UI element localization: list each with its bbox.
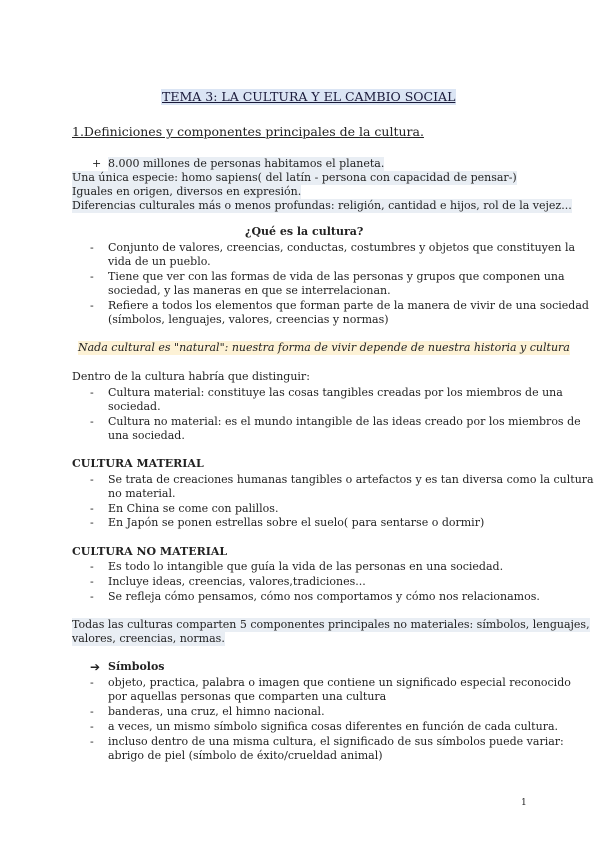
subheading: ¿Qué es la cultura?: [245, 225, 364, 238]
subheading: CULTURA NO MATERIAL: [72, 545, 228, 558]
list-item: Tiene que ver con las formas de vida de las personas y grupos que componen una: [108, 270, 565, 283]
list-item: sociedad.: [108, 400, 161, 413]
arrow-icon: ➔: [90, 660, 101, 674]
dash-bullet: -: [90, 735, 94, 748]
dash-bullet: -: [90, 575, 94, 588]
list-item: Es todo lo intangible que guía la vida de las personas en una sociedad.: [108, 560, 504, 573]
section-heading: 1.Definiciones y componentes principales de la cultura.: [72, 124, 424, 139]
dash-bullet: -: [90, 516, 94, 529]
list-item: Cultura material: constituye las cosas tangibles creadas por los miembros de una: [108, 386, 563, 399]
list-item: Incluye ideas, creencias, valores,tradiciones...: [108, 575, 366, 588]
list-item: incluso dentro de una misma cultura, el significado de sus símbolos puede variar:: [108, 735, 564, 748]
list-item: abrigo de piel (símbolo de éxito/crueldad animal): [108, 749, 383, 762]
dash-bullet: -: [90, 386, 94, 399]
bullet-plus: +: [92, 157, 102, 170]
dash-bullet: -: [90, 560, 94, 573]
list-item: En Japón se ponen estrellas sobre el suelo( para sentarse o dormir): [108, 516, 485, 529]
list-item: Conjunto de valores, creencias, conductas, costumbres y objetos que constituyen la: [108, 241, 576, 254]
list-item: banderas, una cruz, el himno nacional.: [108, 705, 325, 718]
list-item: una sociedad.: [108, 429, 185, 442]
list-item: vida de un pueblo.: [108, 255, 211, 268]
list-item: Refiere a todos los elementos que forman parte de la manera de vivir de una sociedad: [108, 299, 589, 312]
list-item: a veces, un mismo símbolo significa cosas diferentes en función de cada cultura.: [108, 720, 559, 733]
list-item: (símbolos, lenguajes, valores, creencias y normas): [108, 313, 389, 326]
highlighted-paragraph: valores, creencias, normas.: [72, 632, 225, 645]
intro-line: Diferencias culturales más o menos profundas: religión, cantidad e hijos, rol de la vejez...: [72, 199, 572, 212]
list-item: En China se come con palillos.: [108, 502, 279, 515]
list-item: Se trata de creaciones humanas tangibles o artefactos y es tan diversa como la cultura: [108, 473, 594, 486]
dash-bullet: -: [90, 705, 94, 718]
list-item: Cultura no material: es el mundo intangible de las ideas creado por los miembros de: [108, 415, 581, 428]
dash-bullet: -: [90, 590, 94, 603]
page-title: TEMA 3: LA CULTURA Y EL CAMBIO SOCIAL: [162, 89, 456, 104]
highlighted-quote: Nada cultural es "natural": nuestra forma de vivir depende de nuestra historia y cultura: [78, 341, 570, 354]
list-item: Se refleja cómo pensamos, cómo nos comportamos y cómo nos relacionamos.: [108, 590, 540, 603]
dash-bullet: -: [90, 241, 94, 254]
dash-bullet: -: [90, 270, 94, 283]
list-item: no material.: [108, 487, 176, 500]
intro-line: Iguales en origen, diversos en expresión.: [72, 185, 302, 198]
dash-bullet: -: [90, 473, 94, 486]
highlighted-paragraph: Todas las culturas comparten 5 componentes principales no materiales: símbolos, lenguajes,: [72, 618, 590, 631]
list-item: sociedad, y las maneras en que se interrelacionan.: [108, 284, 391, 297]
dash-bullet: -: [90, 502, 94, 515]
subheading: Símbolos: [108, 660, 165, 673]
dash-bullet: -: [90, 415, 94, 428]
page-number: 1: [521, 798, 527, 808]
dash-bullet: -: [90, 720, 94, 733]
dash-bullet: -: [90, 676, 94, 689]
list-item: objeto, practica, palabra o imagen que contiene un significado especial reconocido: [108, 676, 571, 689]
subheading: CULTURA MATERIAL: [72, 457, 204, 470]
intro-line: 8.000 millones de personas habitamos el planeta.: [108, 157, 385, 170]
list-item: por aquellas personas que comparten una cultura: [108, 690, 387, 703]
paragraph: Dentro de la cultura habría que distinguir:: [72, 370, 310, 383]
dash-bullet: -: [90, 299, 94, 312]
intro-line: Una única especie: homo sapiens( del latín - persona con capacidad de pensar-): [72, 171, 517, 184]
